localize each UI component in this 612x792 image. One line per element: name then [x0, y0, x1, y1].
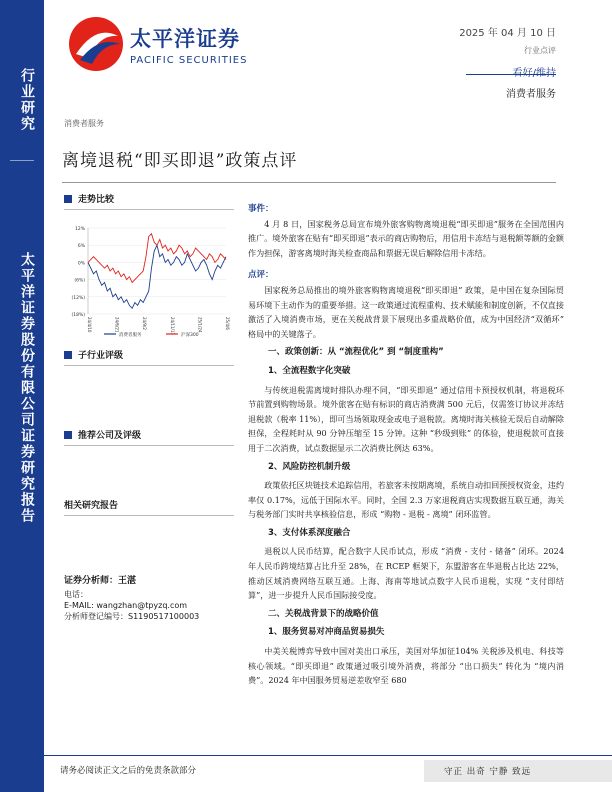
page-title: 离境退税“即买即退”政策点评 [62, 151, 298, 171]
section-sub-rating-label: 子行业评级 [78, 351, 124, 361]
y-tick-label: (12%) [71, 295, 85, 301]
section-company [64, 428, 234, 446]
section-marker-icon [64, 195, 72, 203]
sidebar [0, 0, 44, 792]
legend-label: 消费者服务 [119, 332, 142, 338]
section-rule [64, 445, 234, 446]
heading-payment: 3、支付体系深度融合 [268, 527, 351, 538]
analyst-name: 证券分析师：王湛 [64, 576, 137, 586]
footer-rule [44, 755, 612, 756]
comment-label: 点评： [248, 270, 274, 281]
series-line-1 [88, 245, 226, 308]
heading-risk: 2、风险防控机制升级 [268, 461, 351, 472]
paragraph-risk: 政策依托区块链技术追踪信用，若旅客未按期离境，系统自动扣回预授权资金，违约率仅 0.17%，远低于国际水平。同时，全国 2.3 万家退税商店实现数据互联互通，海关与税务部门实时共享核验信息，形成 “购物 - 退税 - 离境” 闭环监管。 [248, 480, 564, 520]
x-tick-label: 25/4/6 [225, 317, 230, 330]
x-tick-label: 25/1/24 [197, 317, 203, 333]
section-rule [64, 209, 234, 210]
footer-motto: 守正 出奇 宁静 致远 [424, 760, 612, 782]
header-rule [466, 74, 556, 75]
heading-strategic-value: 二、关税战背景下的战略价值 [268, 608, 379, 619]
brand-name-cn: 太平洋证券 [130, 26, 240, 51]
section-sub-rating [64, 348, 234, 366]
pacific-logo-icon [66, 14, 126, 74]
legend-label: 沪深300 [181, 332, 199, 338]
brand-logo [66, 14, 247, 74]
sidebar-company: 太平洋证券股份有限公司证券研究报告 [19, 252, 35, 524]
heading-service-trade: 1、服务贸易对冲商品贸易损失 [268, 627, 385, 638]
section-related-label: 相关研究报告 [64, 501, 119, 511]
section-trend [64, 192, 234, 205]
breadcrumb: 消费者服务 [64, 119, 104, 128]
report-type: 行业点评 [524, 46, 556, 55]
footer-disclaimer: 请务必阅读正文之后的免责条款部分 [60, 766, 197, 776]
section-company-label: 推荐公司及评级 [78, 431, 142, 441]
section-marker-icon [64, 351, 72, 359]
paragraph-payment: 退税以人民币结算，配合数字人民币试点，形成 “消费 - 支付 - 储备” 闭环。2024 年人民币跨境结算占比升至 28%，在 RCEP 框架下，东盟游客在华退税占比达 22%，推动区域消费网络互联互通。上海、海南等地试点数字人民币退税，实现 “支付即结算”，进一步提升人民币国际接受度。 [248, 546, 564, 601]
y-tick-label: (18%) [71, 313, 85, 318]
title-rule [62, 182, 556, 183]
main-body [248, 200, 564, 688]
paragraph-digital: 与传统退税需离境时排队办理不同，“即买即退” 通过信用卡预授权机制，将退税环节前置到购物场景。境外旅客在贴有标识的商店消费满 500 元后，仅需签订协议并冻结退税款（税率 11%），即可当场领取现金或电子退税款。离境时海关核验无误后自动解除担保，全程耗时从 90 分钟压缩至 15 分钟。这种 “秒级到账” 的体验，使退税款可直接用于二次消费，试点数据显示二次消费比例达 63%。 [248, 384, 564, 453]
series-line-2 [88, 234, 226, 283]
analyst-cert: 分析师登记编号：S1190517100003 [64, 612, 200, 621]
y-tick-label: 6% [77, 244, 85, 250]
section-marker-icon [64, 431, 72, 439]
trend-chart [64, 224, 232, 344]
comment-text: 国家税务总局推出的境外旅客购物离境退税“即买即退” 政策，是中国在复杂国际贸易环境下主动作为的重要举措。这一政策通过流程重构、技术赋能和制度创新，不仅直接激活了入境消费市场，更在关税战背景下展现出多重战略价值，成为中国经济“双循环” 格局中的关键落子。 [248, 284, 564, 339]
analyst-phone: 电话： [64, 590, 88, 599]
analyst-email[interactable]: E-MAIL: wangzhan@tpyzq.com [64, 601, 188, 610]
heading-digital: 1、全流程数字化突破 [268, 365, 351, 376]
sector: 消费者服务 [506, 89, 556, 100]
section-trend-label: 走势比较 [78, 195, 115, 205]
y-tick-label: (6%) [74, 278, 85, 284]
report-header-meta [459, 24, 556, 100]
event-text: 4 月 8 日，国家税务总局宣布境外旅客购物离境退税“即买即退”服务在全国范围内推广。境外旅客在贴有“即买即退”表示的商店购物后，用信用卡冻结与退税额等额的金额作为担保，游客离境时海关检查商品和票据无误后解除信用卡冻结。 [248, 218, 564, 258]
y-tick-label: 0% [77, 261, 85, 267]
x-tick-label: 24/6/21 [114, 317, 120, 333]
brand-name-en: PACIFIC SECURITIES [130, 54, 248, 66]
x-tick-label: 24/4/10 [87, 317, 92, 333]
left-column [64, 192, 234, 210]
event-label: 事件： [248, 204, 274, 214]
analyst-block [64, 576, 199, 622]
x-tick-label: 24/11/13 [169, 317, 175, 335]
rating: 看好/维持 [512, 68, 556, 79]
sidebar-divider [10, 160, 34, 161]
y-tick-label: 12% [74, 227, 85, 232]
report-date: 2025 年 04 月 10 日 [459, 28, 556, 39]
heading-policy-innovation: 一、政策创新：从 “流程优化” 到 “制度重构” [268, 347, 444, 358]
section-rule [64, 365, 234, 366]
section-related [64, 498, 234, 516]
sidebar-category: 行业研究 [19, 68, 35, 132]
section-rule [64, 515, 234, 516]
paragraph-service-trade: 中美关税博弈导致中国对美出口承压，美国对华加征104% 关税涉及机电、科技等核心领域。“即买即退” 政策通过吸引境外消费，将部分 “出口损失” 转化为 “境内消费”。2024 年中国服务贸易逆差收窄至 680 [248, 646, 564, 686]
x-tick-label: 24/9/2 [142, 317, 148, 330]
